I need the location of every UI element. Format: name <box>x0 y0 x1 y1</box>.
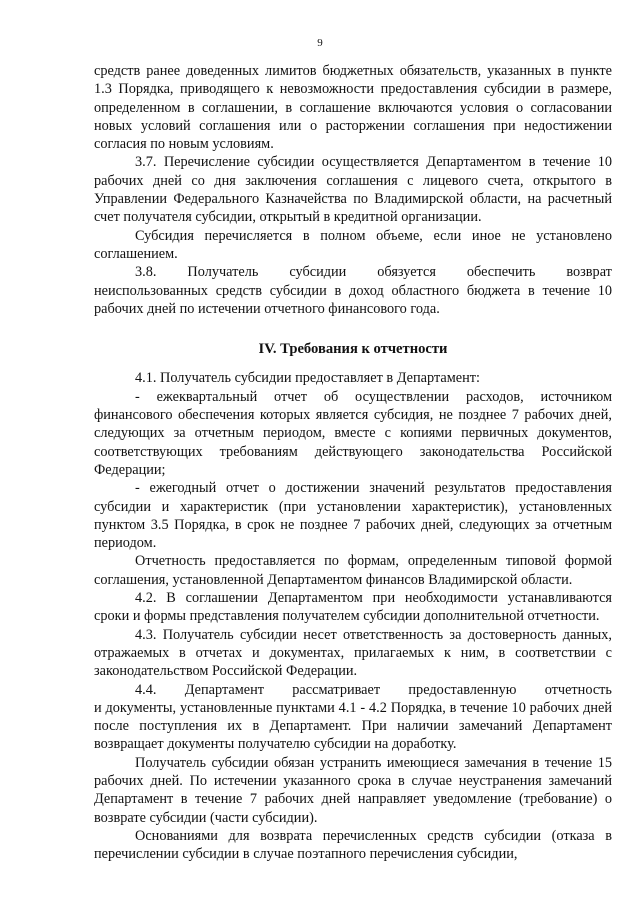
word: рассматривает <box>292 681 381 698</box>
paragraph-4-4 <box>94 681 612 754</box>
word: обеспечить <box>466 264 536 281</box>
word: 3.8. <box>135 264 157 281</box>
word: возврат <box>566 264 612 281</box>
word: Получатель <box>187 264 259 281</box>
word: отчетность <box>544 681 612 698</box>
paragraph-4-4-rest: и документы, установленные пунктами 4.1 - 4.2 Порядка, в течение 10 рабочих дней после поступления их в Департамент. При наличии замечаний Департамент возвращает документы получателю субсидии на доработку. <box>94 699 612 753</box>
paragraph-forms: Отчетность предоставляется по формам, определенным типовой формой соглашения, установленной Департаментом финансов Владимирской области. <box>94 553 612 588</box>
document-body <box>94 62 612 863</box>
paragraph-3-8 <box>94 263 612 318</box>
word: субсидии <box>289 264 347 281</box>
paragraph-subsidy-full: Субсидия перечисляется в полном объеме, если иное не установлено соглашением. <box>94 227 612 262</box>
page-number: 9 <box>317 37 323 49</box>
paragraph-continuation: средств ранее доведенных лимитов бюджетных обязательств, указанных в пункте 1.3 Порядка, приводящего к невозможности предоставления субсидии в размере, определенном в соглашении, в соглашение включаются условия о согласовании новых условий соглашения или о расторжении соглашения при недостижении согласия по новым условиям. <box>94 63 612 153</box>
word: 4.4. <box>135 681 157 698</box>
paragraph-3-7: 3.7. Перечисление субсидии осуществляется Департаментом в течение 10 рабочих дней со дня заключения соглашения с лицевого счета, открытого в Управлении Федерального Казначейства по Владимирской области, на расчетный счет получателя субсидии, открытый в кредитной организации. <box>94 154 612 226</box>
paragraph-4-3: 4.3. Получатель субсидии несет ответственность за достоверность данных, отражаемых в отчетах и документах, прилагаемых к ним, в соответствии с законодательством Российской Федерации. <box>94 626 612 680</box>
word: предоставленную <box>408 681 517 698</box>
paragraph-remarks: Получатель субсидии обязан устранить имеющиеся замечания в течение 15 рабочих дней. По истечении указанного срока в случае неустранения замечаний Департамент в течение 7 рабочих дней направляет уведомление (требование) о возврате субсидии (части субсидии). <box>94 754 612 826</box>
list-item-quarterly-report: - ежеквартальный отчет об осуществлении расходов, источником финансового обеспечения которых является субсидия, не позднее 7 рабочих дней, следующих за отчетным периодом, вместе с копиями первичных документов, соответствующих требованиям действующего законодательства Российской Федерации; <box>94 388 612 478</box>
word: обязуется <box>377 264 436 281</box>
list-item-annual-report: - ежегодный отчет о достижении значений результатов предоставления субсидии и характеристик (при установлении характеристик), установленных пунктом 3.5 Порядка, в срок не позднее 7 рабочих дней, следующих за отчетным периодом. <box>94 480 612 552</box>
paragraph-return-grounds: Основаниями для возврата перечисленных средств субсидии (отказа в перечислении субсидии в случае поэтапного перечисления субсидии, <box>94 827 612 863</box>
section-heading: IV. Требования к отчетности <box>258 341 448 358</box>
word: Департамент <box>184 681 265 698</box>
paragraph-3-8-first-line <box>135 263 612 281</box>
paragraph-4-4-first-line <box>135 681 612 699</box>
paragraph-4-2: 4.2. В соглашении Департаментом при необходимости устанавливаются сроки и формы представления получателем субсидии дополнительной отчетности. <box>94 590 612 625</box>
paragraph-3-8-rest: неиспользованных средств субсидии в доход областного бюджета в течение 10 рабочих дней по истечении отчетного финансового года. <box>94 282 612 317</box>
paragraph-4-1: 4.1. Получатель субсидии предоставляет в Департамент: <box>135 370 480 387</box>
